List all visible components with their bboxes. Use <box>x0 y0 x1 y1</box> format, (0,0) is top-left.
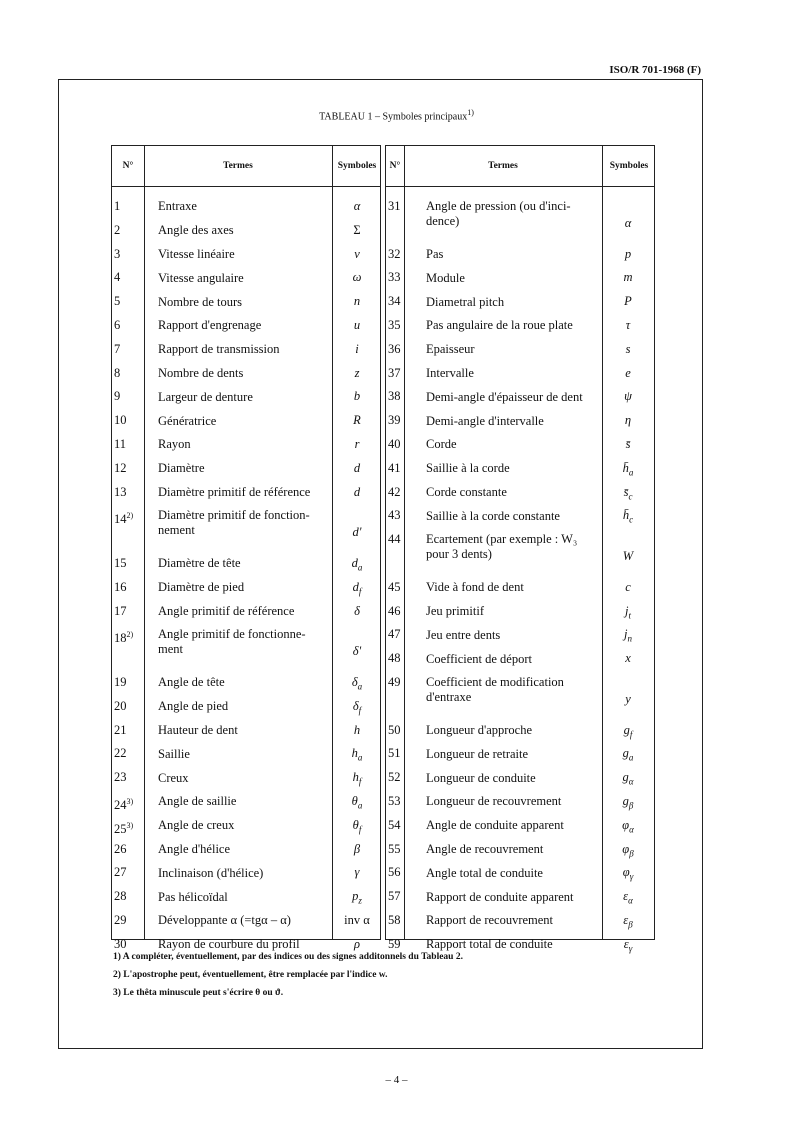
table-row <box>386 647 654 671</box>
table-row <box>386 861 654 885</box>
table-row <box>112 362 380 386</box>
row-symbol: s <box>625 341 631 356</box>
table-row <box>112 671 380 695</box>
table-row <box>386 362 654 386</box>
row-symbol: $h_a$ <box>351 746 363 763</box>
col-header-num: N° <box>122 161 134 171</box>
row-term: Longueur de conduite <box>426 770 536 785</box>
row-symbol: $\theta_f$ <box>352 817 362 835</box>
row-number: 4 <box>114 270 121 285</box>
row-symbol: P <box>624 294 632 309</box>
table-row <box>386 671 654 719</box>
row-symbol: i <box>355 341 359 356</box>
row-number: 27 <box>114 865 127 880</box>
row-number: 28 <box>114 889 127 904</box>
row-term: Ecartement (par exemple : W₃ pour 3 dents) <box>426 532 578 562</box>
table-row <box>386 457 654 481</box>
table-row <box>112 838 380 862</box>
table-row <box>386 409 654 433</box>
row-term: Module <box>426 270 465 285</box>
row-term: Angle de recouvrement <box>426 841 544 856</box>
row-number: 54 <box>388 817 401 832</box>
row-number: 37 <box>388 365 401 380</box>
row-symbol: $\delta_a$ <box>351 675 363 692</box>
table-row <box>386 290 654 314</box>
table-header-left <box>112 146 380 187</box>
row-symbol: p <box>624 246 632 261</box>
row-number: 40 <box>388 437 401 451</box>
row-term: Angle de saillie <box>158 794 237 809</box>
row-term: Diamètre de pied <box>158 580 245 595</box>
row-number: 32 <box>388 246 401 261</box>
row-symbol: $g_\beta$ <box>622 794 634 811</box>
row-number: 8 <box>114 365 121 380</box>
table-row <box>112 861 380 885</box>
row-term: Coefficient de modification d'entraxe <box>426 675 564 704</box>
col-header-symbol: Symboles <box>609 161 649 171</box>
row-term: Angle de creux <box>158 818 235 833</box>
table-header-right <box>386 146 654 187</box>
table-row <box>386 576 654 600</box>
row-number: 26 <box>114 841 127 856</box>
row-term: Entraxe <box>158 199 197 214</box>
row-term: Hauteur de dent <box>158 722 238 737</box>
row-number: 24$^{3)}$ <box>114 797 134 813</box>
row-symbol: $g_a$ <box>622 746 634 763</box>
row-symbol: τ <box>625 318 631 332</box>
table-row <box>386 195 654 243</box>
table-title <box>0 108 793 122</box>
row-number: 30 <box>114 936 127 951</box>
row-symbol: $h̄_c$ <box>622 508 634 525</box>
row-term: Rapport d'engrenage <box>158 318 262 333</box>
table-row <box>112 219 380 243</box>
row-symbol: Σ <box>353 222 361 237</box>
row-symbol: $h̄_a$ <box>622 460 634 478</box>
row-number: 50 <box>388 722 401 737</box>
row-symbol: δ <box>354 603 360 618</box>
row-term: Diamètre primitif de référence <box>158 484 311 499</box>
row-term: Angle de pied <box>158 699 229 714</box>
col-header-term: Termes <box>488 161 518 171</box>
col-header-term: Termes <box>223 161 253 171</box>
table-row <box>386 742 654 766</box>
row-symbol: u <box>353 318 361 332</box>
table-row <box>386 814 654 838</box>
table-row <box>112 552 380 576</box>
table-row <box>386 338 654 362</box>
row-number: 19 <box>114 675 127 689</box>
row-term: Saillie <box>158 746 190 761</box>
row-symbol: $\varphi_\alpha$ <box>622 817 634 835</box>
row-term: Saillie à la corde constante <box>426 508 560 523</box>
row-term: Rapport de transmission <box>158 342 280 357</box>
table-row <box>112 433 380 457</box>
row-term: Rapport de conduite apparent <box>426 889 574 904</box>
row-symbol: $g_\alpha$ <box>622 770 634 787</box>
row-symbol: $\delta_f$ <box>352 698 362 716</box>
row-term: Angle d'hélice <box>158 841 231 856</box>
table-row <box>112 623 380 671</box>
table-row <box>112 266 380 290</box>
table-row <box>112 909 380 933</box>
row-number: 7 <box>114 341 121 356</box>
row-symbol: ψ <box>624 389 632 404</box>
row-number: 11 <box>114 437 127 451</box>
row-term: Angle des axes <box>158 223 234 238</box>
row-term: Diamètre de tête <box>158 556 241 571</box>
row-term: Angle primitif de fonctionne-ment <box>158 627 306 657</box>
row-symbol: b <box>353 389 361 404</box>
table-row <box>112 195 380 219</box>
row-number: 35 <box>388 318 401 332</box>
row-symbol: δ' <box>352 644 362 659</box>
row-term: Vitesse angulaire <box>158 270 244 285</box>
row-symbol: m <box>623 270 633 285</box>
table-row <box>386 314 654 338</box>
symbols-table-right <box>385 145 655 954</box>
table-row <box>112 600 380 624</box>
table-row <box>112 790 380 814</box>
row-number: 38 <box>388 389 401 404</box>
row-term: Longueur de retraite <box>426 746 529 761</box>
row-number: 10 <box>114 413 127 428</box>
row-number: 42 <box>388 484 401 499</box>
table-row <box>112 695 380 719</box>
row-symbol: r <box>354 437 360 451</box>
row-term: Vitesse linéaire <box>158 246 235 261</box>
row-number: 34 <box>388 294 401 309</box>
row-symbol: $\varepsilon_\alpha$ <box>623 889 633 906</box>
row-number: 23 <box>114 770 127 785</box>
table-row <box>112 481 380 505</box>
row-symbol: $d_f$ <box>352 579 362 597</box>
row-term: Nombre de tours <box>158 294 243 309</box>
row-term: Diamètre <box>158 461 205 476</box>
row-term: Vide à fond de dent <box>426 580 524 595</box>
row-number: 20 <box>114 698 127 713</box>
row-symbol: γ <box>354 865 360 880</box>
row-term: Angle total de conduite <box>426 865 543 880</box>
footnote-2: 2) L'apostrophe peut, éventuellement, être remplacée par l'indice w. <box>113 970 388 980</box>
row-symbol: $\varphi_\beta$ <box>622 841 634 859</box>
row-term: Epaisseur <box>426 342 475 357</box>
table-row <box>112 385 380 409</box>
row-number: 14$^{2)}$ <box>114 511 134 527</box>
page-number: – 4 – <box>385 1074 408 1086</box>
row-number: 41 <box>388 460 401 475</box>
row-number: 31 <box>388 199 401 213</box>
row-term: Creux <box>158 770 189 785</box>
table-row <box>112 338 380 362</box>
row-term: Génératrice <box>158 413 217 428</box>
row-symbol: $j_n$ <box>624 627 632 644</box>
table-row <box>112 742 380 766</box>
row-symbol: $\theta_a$ <box>351 794 363 811</box>
row-symbol: α <box>353 199 361 213</box>
row-symbol: d <box>353 460 361 475</box>
table-row <box>112 504 380 552</box>
row-number: 17 <box>114 603 127 618</box>
row-number: 21 <box>114 722 127 737</box>
row-number: 58 <box>388 913 401 927</box>
row-symbol: α <box>624 216 632 230</box>
row-symbol: d' <box>352 525 362 540</box>
row-symbol: z <box>354 365 360 380</box>
row-term: Demi-angle d'intervalle <box>426 413 544 428</box>
row-number: 47 <box>388 627 401 642</box>
row-symbol: $h_f$ <box>352 770 362 787</box>
footnote-1: 1) A compléter, éventuellement, par des indices ou des signes additonnels du Tableau 2. <box>113 952 463 962</box>
row-symbol: inv α <box>344 913 370 927</box>
row-term: Angle de pression (ou d'inci-dence) <box>426 199 571 228</box>
row-number: 15 <box>114 556 127 570</box>
document-reference: ISO/R 701-1968 (F) <box>609 64 701 76</box>
row-symbol: $\varepsilon_\beta$ <box>623 913 633 930</box>
row-symbol: n <box>353 294 361 309</box>
row-number: 36 <box>388 341 401 356</box>
row-term: Pas hélicoïdal <box>158 889 228 904</box>
row-symbol: y <box>625 692 631 706</box>
row-symbol: $d_a$ <box>351 556 363 573</box>
table-row <box>386 385 654 409</box>
row-symbol: R <box>353 413 361 428</box>
row-number: 49 <box>388 675 401 689</box>
row-term: Rayon de courbure du profil <box>158 937 300 952</box>
table-row <box>386 433 654 457</box>
row-symbol: ρ <box>354 936 360 951</box>
row-symbol: e <box>625 365 631 380</box>
footnote-3: 3) Le thêta minuscule peut s'écrire θ ou ϑ. <box>113 988 284 998</box>
row-symbol: c <box>625 579 631 594</box>
row-term: Longueur d'approche <box>426 722 533 737</box>
table-row <box>386 719 654 743</box>
table-title-text: TABLEAU 1 – Symboles principaux <box>319 111 468 123</box>
table-row <box>386 885 654 909</box>
row-number: 43 <box>388 508 401 523</box>
row-symbol: $\varepsilon_\gamma$ <box>623 936 633 954</box>
table-row <box>386 623 654 647</box>
row-term: Angle de tête <box>158 675 225 690</box>
row-term: Corde <box>426 437 457 452</box>
row-number: 48 <box>388 651 401 666</box>
table-row <box>386 909 654 933</box>
col-header-num: N° <box>389 161 401 171</box>
row-number: 6 <box>114 318 121 332</box>
table-row <box>112 814 380 838</box>
row-number: 52 <box>388 770 401 785</box>
row-number: 57 <box>388 889 401 904</box>
row-number: 1 <box>114 199 121 213</box>
table-row <box>386 266 654 290</box>
row-symbol: ω <box>352 270 362 285</box>
row-symbol: h <box>353 722 361 737</box>
row-number: 13 <box>114 484 127 499</box>
table-row <box>112 314 380 338</box>
table-row <box>386 838 654 862</box>
row-number: 3 <box>114 246 121 261</box>
footnotes <box>113 952 463 1006</box>
row-number: 16 <box>114 579 127 594</box>
row-term: Largeur de denture <box>158 389 253 404</box>
row-number: 18$^{2)}$ <box>114 630 134 646</box>
row-number: 39 <box>388 413 401 428</box>
row-number: 12 <box>114 460 127 475</box>
table-row <box>386 766 654 790</box>
symbols-table-left <box>111 145 381 952</box>
table-row <box>112 290 380 314</box>
row-term: Saillie à la corde <box>426 461 510 476</box>
table-row <box>386 600 654 624</box>
row-term: Jeu entre dents <box>426 627 501 642</box>
row-number: 5 <box>114 294 121 309</box>
table-row <box>386 528 654 576</box>
table-row <box>112 457 380 481</box>
row-term: Coefficient de déport <box>426 651 532 666</box>
row-number: 44 <box>388 532 401 547</box>
row-term: Jeu primitif <box>426 603 484 618</box>
row-term: Diamètre primitif de fonction-nement <box>158 508 310 538</box>
row-term: Nombre de dents <box>158 365 244 380</box>
row-symbol: η <box>624 413 632 428</box>
row-symbol: $s̄_c$ <box>623 484 633 502</box>
table-row <box>112 243 380 267</box>
row-term: Angle de conduite apparent <box>426 818 564 833</box>
row-symbol: x <box>625 651 631 666</box>
table-row <box>386 790 654 814</box>
row-number: 25$^{3)}$ <box>114 820 134 836</box>
table-row <box>112 766 380 790</box>
table-row <box>112 719 380 743</box>
row-symbol: $j_t$ <box>625 603 631 621</box>
row-symbol: β <box>353 841 361 856</box>
table-row <box>386 481 654 505</box>
row-term: Demi-angle d'épaisseur de dent <box>426 389 583 404</box>
col-header-symbol: Symboles <box>337 161 377 171</box>
row-term: Rapport de recouvrement <box>426 913 554 928</box>
row-term: Pas <box>426 246 444 261</box>
table-title-note: 1) <box>467 108 474 117</box>
row-term: Rayon <box>158 437 191 452</box>
row-number: 33 <box>388 270 401 285</box>
table-row <box>386 504 654 528</box>
row-number: 46 <box>388 603 401 618</box>
row-term: Diametral pitch <box>426 294 505 309</box>
row-term: Pas angulaire de la roue plate <box>426 318 573 333</box>
row-symbol: $p_z$ <box>352 889 362 906</box>
row-number: 51 <box>388 746 401 761</box>
row-term: Corde constante <box>426 484 507 499</box>
row-term: Développante α (=tgα – α) <box>158 913 291 928</box>
row-number: 59 <box>388 936 401 951</box>
row-number: 55 <box>388 841 401 856</box>
row-number: 2 <box>114 222 121 237</box>
table-row <box>112 885 380 909</box>
row-term: Angle primitif de référence <box>158 603 295 618</box>
table-row <box>386 243 654 267</box>
row-term: Inclinaison (d'hélice) <box>158 865 264 880</box>
row-term: Rapport total de conduite <box>426 937 553 952</box>
row-number: 53 <box>388 794 401 808</box>
row-symbol: $g_f$ <box>623 722 633 740</box>
row-number: 56 <box>388 865 401 880</box>
row-number: 22 <box>114 746 127 761</box>
row-number: 29 <box>114 913 127 927</box>
row-symbol: $\varphi_\gamma$ <box>622 865 634 882</box>
row-term: Intervalle <box>426 365 474 380</box>
row-symbol: W <box>622 549 634 564</box>
row-symbol: v <box>354 246 360 261</box>
row-symbol: d <box>353 484 361 499</box>
row-number: 9 <box>114 389 121 404</box>
row-symbol: s̄ <box>625 437 631 451</box>
row-number: 45 <box>388 579 401 594</box>
table-row <box>112 576 380 600</box>
row-term: Longueur de recouvrement <box>426 794 562 809</box>
table-row <box>112 409 380 433</box>
